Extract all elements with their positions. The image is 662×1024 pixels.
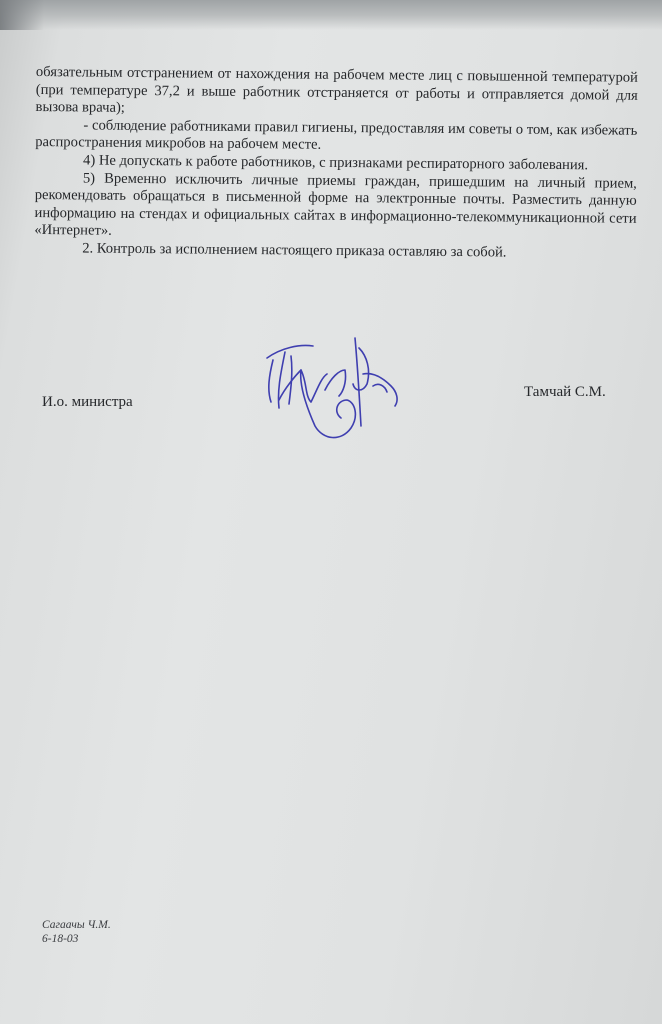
paragraph-control: 2. Контроль за исполнением настоящего приказа оставляю за собой.	[82, 240, 507, 261]
handwritten-signature	[255, 330, 405, 450]
paragraph-item-5: 5) Временно исключить личные приемы граждан, пришедшим на личный прием, рекомендовать обращаться в письменной форме на электронные почты. Разместить данную информацию на стендах и официальных сайтах в информационно-телекоммуникационной сети «Интернет».	[34, 170, 637, 240]
signatory-name: Тамчай С.М.	[524, 384, 606, 400]
executor-block	[42, 918, 111, 946]
document-body	[34, 64, 638, 263]
paragraph-hygiene: - соблюдение работниками правил гигиены, предоставляя им советы о том, как избежать распространения микробов на рабочем месте.	[35, 117, 638, 154]
executor-name: Сагаачы Ч.М.	[42, 919, 111, 931]
signatory-position: И.о. министра	[42, 394, 133, 410]
paragraph-item-4: 4) Не допускать к работе работников, с признаками респираторного заболевания.	[82, 152, 589, 174]
paragraph-temperature: обязательным отстранением от нахождения на рабочем месте лиц с повышенной температурой (при температуре 37,2 и выше работник отстраняется от работы и отправляется домой для вызова врача);	[35, 64, 638, 117]
executor-phone: 6-18-03	[42, 933, 79, 945]
